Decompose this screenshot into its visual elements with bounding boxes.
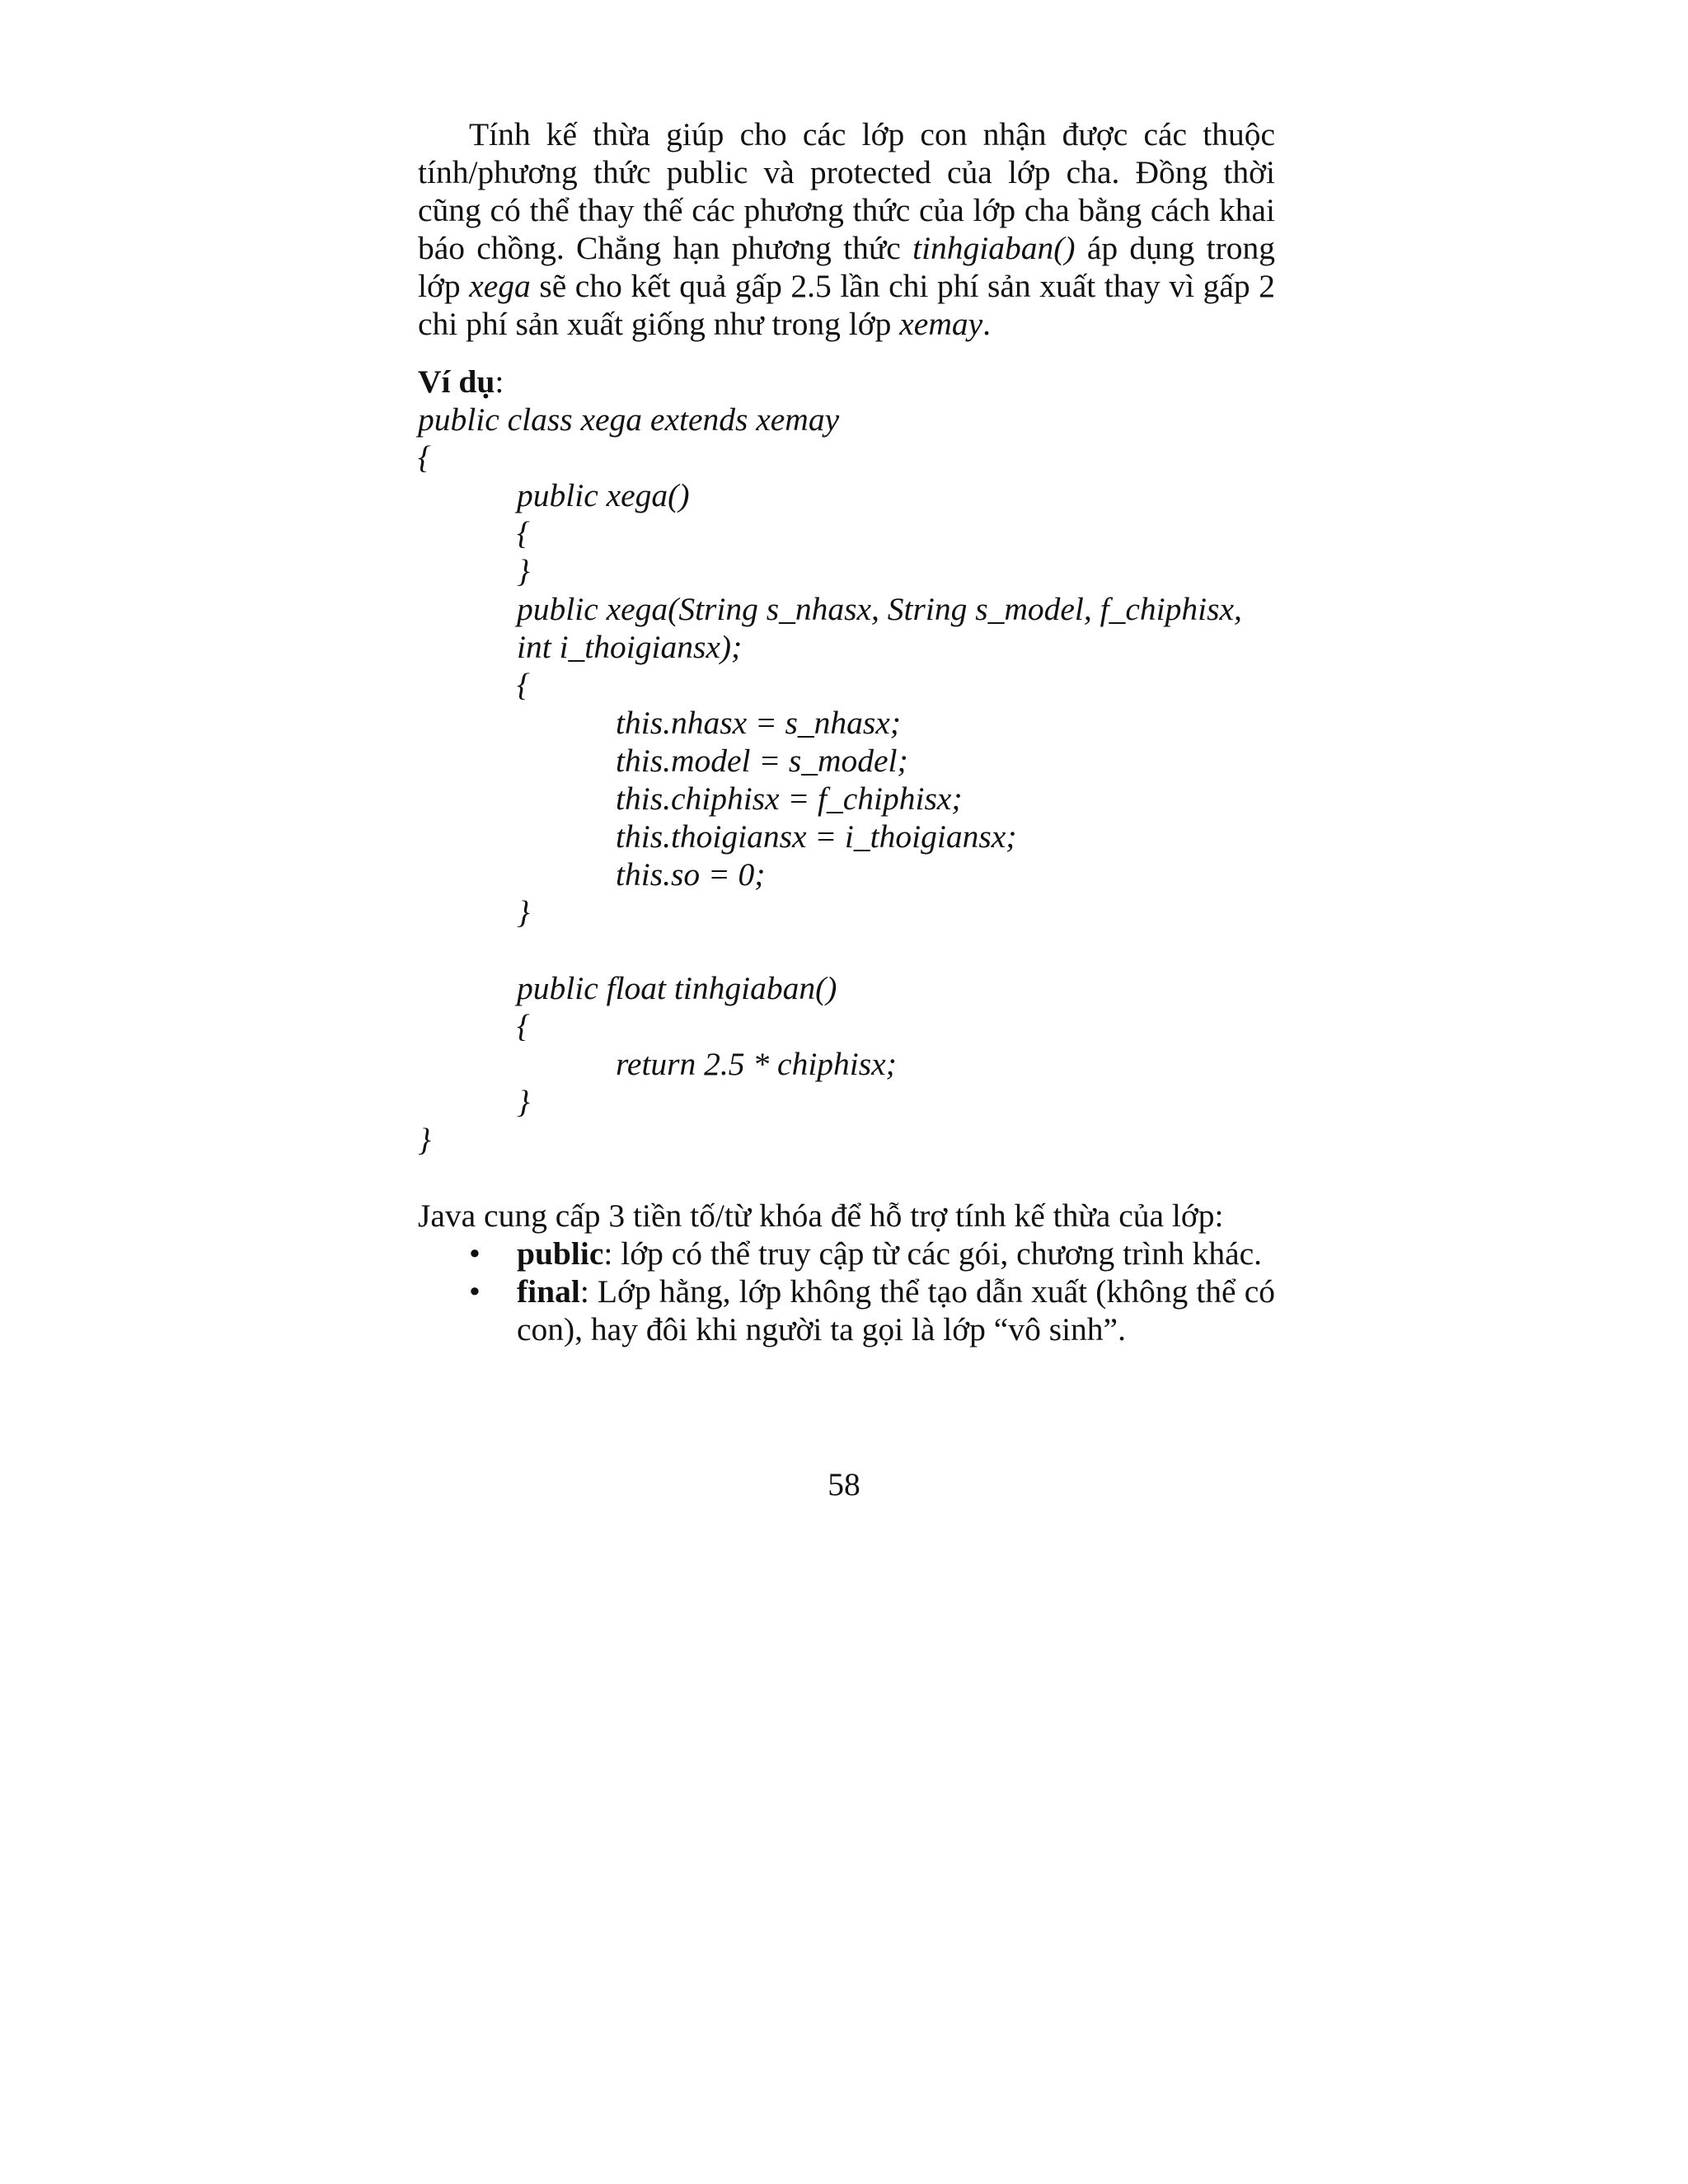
code-line-constructor-open: { bbox=[517, 667, 530, 703]
keyword-public: public bbox=[517, 1235, 604, 1272]
code-line-return: return 2.5 * chiphisx; bbox=[616, 1046, 897, 1082]
code-line-constructor-params-2: int i_thoigiansx); bbox=[517, 629, 743, 665]
keyword-list bbox=[418, 1235, 1275, 1348]
page-number: 58 bbox=[828, 1466, 860, 1502]
java-keywords-intro: Java cung cấp 3 tiền tố/từ khóa để hỗ trợ tính kế thừa của lớp: bbox=[418, 1197, 1224, 1234]
list-item bbox=[418, 1272, 1275, 1348]
keyword-final: final bbox=[517, 1273, 580, 1310]
code-line-class-open-brace: { bbox=[418, 439, 431, 476]
keyword-description: : lớp có thể truy cập từ các gói, chương trình khác. bbox=[603, 1235, 1263, 1272]
class-name-xemay: xemay bbox=[899, 306, 983, 342]
class-name-xega: xega bbox=[469, 268, 531, 304]
code-example bbox=[418, 401, 1275, 1159]
code-line-method-declaration: public float tinhgiaban() bbox=[517, 970, 837, 1006]
code-line-constructor-params-1: public xega(String s_nhasx, String s_model, f_chiphisx, bbox=[517, 591, 1242, 627]
intro-text-3: sẽ cho kết quả gấp 2.5 lần chi phí sản xuất thay vì gấp 2 chi phí sản xuất giống như trong lớp bbox=[418, 268, 1275, 342]
code-line-assign-nhasx: this.nhasx = s_nhasx; bbox=[616, 705, 901, 741]
bullet: • bbox=[469, 1273, 481, 1310]
example-colon: : bbox=[495, 363, 504, 400]
code-line-assign-thoigiansx: this.thoigiansx = i_thoigiansx; bbox=[616, 818, 1017, 855]
intro-paragraph bbox=[418, 115, 1275, 343]
code-line-constructor-default-open: { bbox=[517, 515, 530, 551]
code-line-assign-model: this.model = s_model; bbox=[616, 743, 908, 779]
code-line-constructor-default-close: } bbox=[517, 553, 530, 589]
code-line-class-declaration: public class xega extends xemay bbox=[418, 401, 840, 438]
code-line-assign-so: this.so = 0; bbox=[616, 856, 766, 893]
example-label: Ví dụ bbox=[418, 363, 495, 400]
code-line-assign-chiphisx: this.chiphisx = f_chiphisx; bbox=[616, 780, 963, 817]
bullet: • bbox=[469, 1235, 481, 1272]
intro-text-4: . bbox=[982, 306, 992, 342]
method-name-tinhgiaban: tinhgiaban() bbox=[912, 230, 1076, 266]
code-line-constructor-default: public xega() bbox=[517, 477, 690, 513]
code-line-method-open: { bbox=[517, 1008, 530, 1044]
example-heading bbox=[418, 363, 1275, 401]
intro-text-1: Tính kế thừa giúp cho các lớp con nhận được các thuộc tính/phương thức public và protected của lớp cha. Đồng thời cũng có thể thay thế các phương thức của lớp cha bằng cách khai báo chồng. Chẳng hạn phương thức bbox=[418, 116, 1275, 266]
list-item bbox=[418, 1235, 1275, 1272]
intro-text-2: áp dụng trong lớp bbox=[418, 230, 1275, 304]
keyword-description: : Lớp hằng, lớp không thể tạo dẫn xuất (không thể có con), hay đôi khi người ta gọi là lớp “vô sinh”. bbox=[517, 1273, 1275, 1347]
code-line-method-close: } bbox=[517, 1084, 530, 1120]
code-line-constructor-close: } bbox=[517, 894, 530, 930]
page-content bbox=[418, 115, 1275, 1348]
code-line-class-close: } bbox=[418, 1122, 431, 1158]
code-blank-line bbox=[418, 931, 1275, 969]
